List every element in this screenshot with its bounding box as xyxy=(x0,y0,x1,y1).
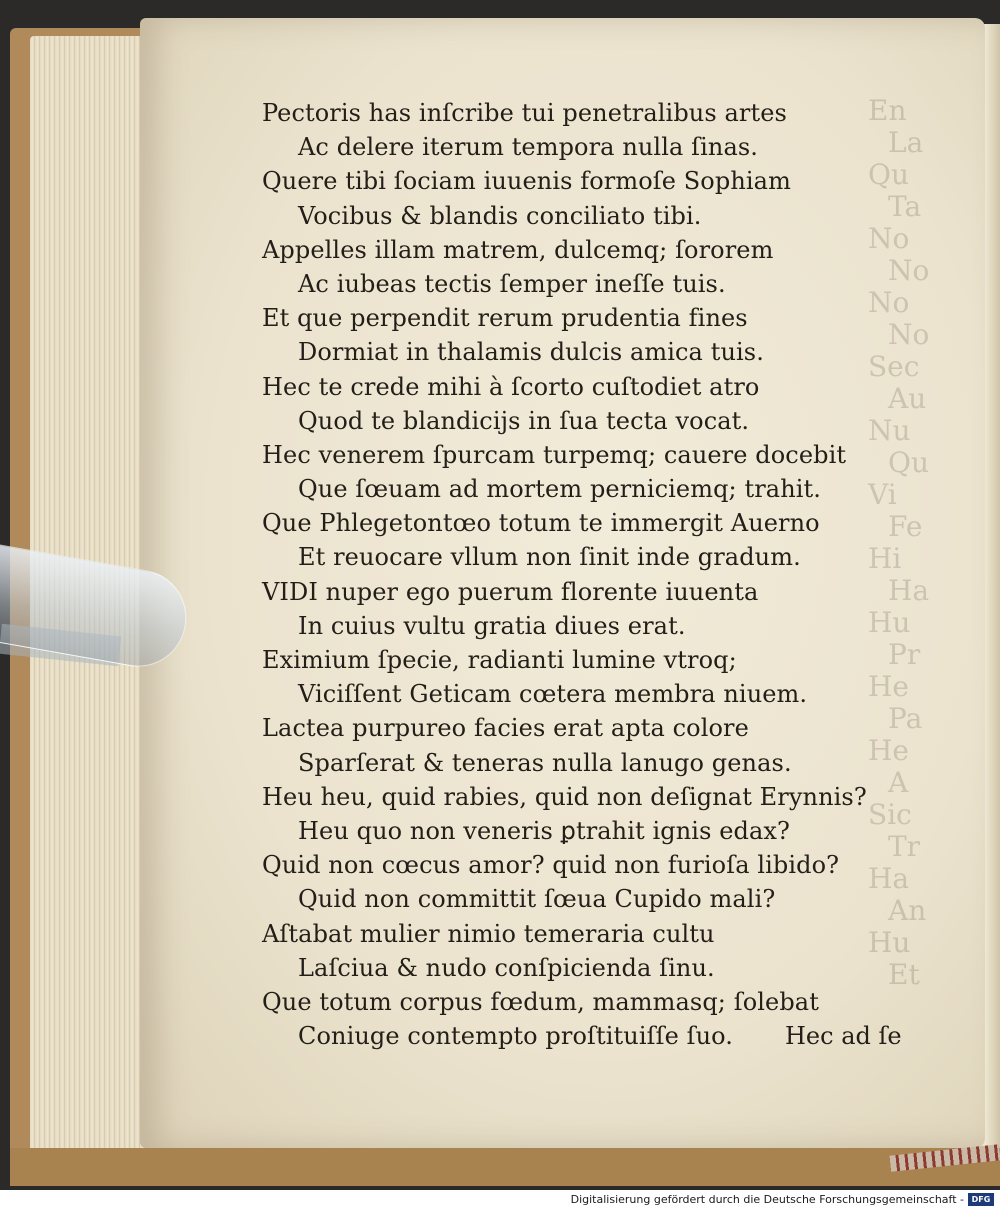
dfg-logo: DFG xyxy=(968,1193,994,1206)
verse-line: Coniuge contempto proſtituiſſe ſuo. xyxy=(298,1022,733,1051)
verse-line: Quere tibi ſociam iuuenis formoſe Sophiam xyxy=(262,167,791,196)
verse-line: VIDI nuper ego puerum florente iuuenta xyxy=(262,577,759,606)
verse-line: Et que perpendit rerum prudentia fines xyxy=(262,304,748,333)
verse-line: Appelles illam matrem, dulcemq; ſororem xyxy=(262,235,774,264)
verse-line: Lactea purpureo facies erat apta colore xyxy=(262,714,749,743)
verse-line: Aſtabat mulier nimio temeraria cultu xyxy=(262,919,715,948)
verse-line: Que totum corpus fœdum, mammasq; ſolebat xyxy=(262,987,819,1016)
verse-line: In cuius vultu gratia diues erat. xyxy=(298,611,686,640)
footer-bar xyxy=(0,1190,1000,1210)
verse-line: Que Phlegetontœo totum te immergit Auerno xyxy=(262,509,820,538)
binding-band xyxy=(10,1148,1000,1186)
verse-text-block xyxy=(262,96,882,1053)
verse-line: Viciſſent Geticam cœtera membra niuem. xyxy=(298,680,808,709)
verse-line: Que ſœuam ad mortem perniciemq; trahit. xyxy=(298,475,822,504)
verse-line: Hec venerem ſpurcam turpemq; cauere docebit xyxy=(262,440,847,469)
verse-line: Vocibus & blandis conciliato tibi. xyxy=(298,201,702,230)
verse-line: Hec te crede mihi à ſcorto cuſtodiet atro xyxy=(262,372,760,401)
verse-line: Sparſerat & teneras nulla lanugo genas. xyxy=(298,748,792,777)
verse-line: Et reuocare vllum non ſinit inde gradum. xyxy=(298,543,801,572)
verse-line: Quid non committit ſœua Cupido mali? xyxy=(298,885,776,914)
verse-line: Laſciua & nudo conſpicienda ſinu. xyxy=(298,953,715,982)
verse-line: Eximium ſpecie, radianti lumine vtroq; xyxy=(262,646,737,674)
catchword: Hec ad ſe xyxy=(785,1022,902,1050)
show-through-text: En La Qu Ta No No No No Sec Au Nu Qu Vi Fe Hi Ha Hu Pr He Pa He A Sic Tr Ha An Hu Et xyxy=(868,95,930,991)
verse-line: Ac iubeas tectis ſemper ineſſe tuis. xyxy=(298,269,726,298)
verse-line: Quid non cœcus amor? quid non furioſa libido? xyxy=(262,851,840,880)
verse-line: Ac delere iterum tempora nulla ſinas. xyxy=(298,133,758,162)
verse-line: Heu heu, quid rabies, quid non deſignat Erynnis? xyxy=(262,782,867,811)
funding-credit: Digitalisierung gefördert durch die Deutsche Forschungsgemeinschaft - xyxy=(570,1193,964,1206)
verse-line: Pectoris has inſcribe tui penetralibus artes xyxy=(262,99,787,127)
verse-line: Quod te blandicijs in ſua tecta vocat. xyxy=(298,406,750,435)
verse-line: Heu quo non veneris ꝑtrahit ignis edax? xyxy=(298,816,790,845)
verse-line: Dormiat in thalamis dulcis amica tuis. xyxy=(298,338,764,367)
